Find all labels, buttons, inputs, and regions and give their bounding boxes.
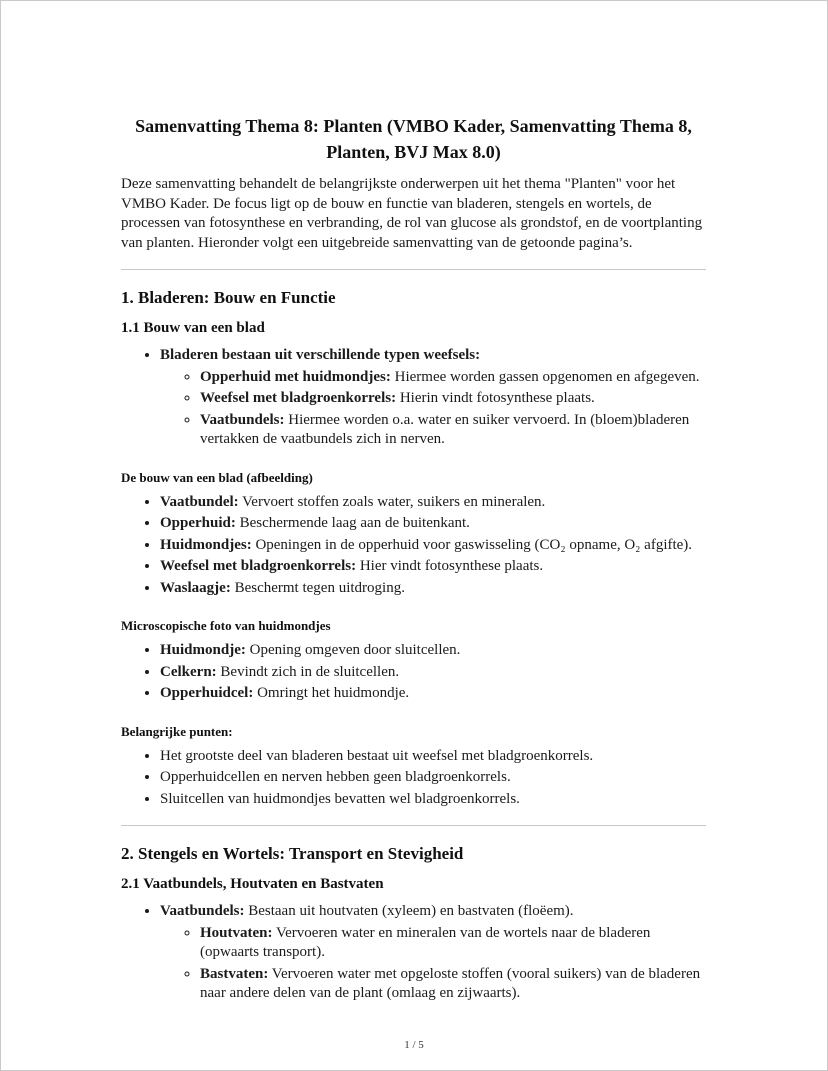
term: Celkern:: [160, 663, 217, 680]
definition: Beschermt tegen uitdroging.: [230, 579, 405, 596]
list-item: [160, 557, 706, 577]
afbeelding-list: [121, 493, 706, 599]
definition: Opening omgeven door sluitcellen.: [245, 642, 461, 659]
afbeelding-heading: De bouw van een blad (afbeelding): [121, 469, 313, 485]
list-item: [200, 368, 706, 388]
definition: Openingen in de opperhuid voor gaswisseling (CO₂ opname, O₂ afgifte).: [251, 536, 693, 553]
definition: Hiermee worden gassen opgenomen en afgegeven.: [390, 368, 700, 385]
page-number: 1 / 5: [404, 1039, 424, 1051]
section-divider: [121, 269, 706, 270]
list-item: [160, 346, 706, 450]
definition: Beschermende laag aan de buitenkant.: [235, 515, 470, 532]
term: Huidmondje:: [160, 642, 246, 659]
term: Opperhuid:: [160, 515, 236, 532]
definition: Hier vindt fotosynthese plaats.: [356, 558, 544, 575]
weefsels-list: [121, 346, 706, 450]
term: Vaatbundels:: [160, 903, 245, 920]
list-item: [160, 493, 706, 513]
list-item: [160, 663, 706, 683]
definition: Hiermee worden o.a. water en suiker vervoerd. In (bloem)bladeren vertakken de vaatbundels zich in nerven.: [200, 411, 690, 448]
term: Bastvaten:: [200, 965, 269, 982]
section-2-heading: 2. Stengels en Wortels: Transport en Stevigheid: [121, 844, 464, 864]
weefsels-sublist: [160, 368, 706, 450]
definition: Vervoert stoffen zoals water, suikers en mineralen.: [238, 493, 546, 510]
section-1-1-heading: 1.1 Bouw van een blad: [121, 320, 265, 337]
list-item: [160, 790, 706, 810]
document-title: Samenvatting Thema 8: Planten (VMBO Kader, Samenvatting Thema 8, Planten, BVJ Max 8.0): [135, 116, 692, 163]
term: Vaatbundels:: [200, 411, 285, 428]
vaatbundels-sublist: [160, 924, 706, 1004]
point-text: Opperhuidcellen en nerven hebben geen bladgroenkorrels.: [160, 769, 511, 786]
list-item: [200, 411, 706, 450]
section-2-1-heading: 2.1 Vaatbundels, Houtvaten en Bastvaten: [121, 876, 384, 893]
point-text: Het grootste deel van bladeren bestaat uit weefsel met bladgroenkorrels.: [160, 747, 594, 764]
term: Houtvaten:: [200, 924, 273, 941]
definition: Vervoeren water met opgeloste stoffen (vooral suikers) van de bladeren naar andere delen van de plant (omlaag en zijwaarts).: [200, 965, 701, 1002]
term: Opperhuidcel:: [160, 685, 254, 702]
punten-list: [121, 747, 706, 810]
definition: Vervoeren water en mineralen van de wortels naar de bladeren (opwaarts transport).: [200, 924, 651, 961]
definition: Hierin vindt fotosynthese plaats.: [396, 390, 595, 407]
list-item: [160, 579, 706, 599]
list-item-lead: Bladeren bestaan uit verschillende typen weefsels:: [160, 347, 481, 364]
micro-list: [121, 641, 706, 704]
definition: Bevindt zich in de sluitcellen.: [216, 663, 400, 680]
list-item: [200, 965, 706, 1004]
list-item: [160, 747, 706, 767]
list-item: [160, 902, 706, 1004]
list-item: [160, 641, 706, 661]
intro-paragraph: Deze samenvatting behandelt de belangrijkste onderwerpen uit het thema "Planten" voor het VMBO Kader. De focus ligt op de bouw en functie van bladeren, stengels en wortels, de processen van fotosynthese en verbranding, de rol van glucose als grondstof, en de voortplanting van planten. Hieronder volgt een uitgebreide samenvatting van de getoonde pagina’s.: [121, 176, 703, 251]
punten-heading: Belangrijke punten:: [121, 723, 233, 739]
list-item: [160, 768, 706, 788]
definition: Omringt het huidmondje.: [253, 685, 410, 702]
list-item: [160, 536, 706, 556]
list-item: [200, 389, 706, 409]
list-item: [200, 924, 706, 963]
vaatbundels-list: [121, 902, 706, 1004]
point-text: Sluitcellen van huidmondjes bevatten wel bladgroenkorrels.: [160, 790, 520, 807]
term: Weefsel met bladgroenkorrels:: [160, 558, 357, 575]
definition: Bestaan uit houtvaten (xyleem) en bastvaten (floëem).: [244, 903, 574, 920]
term: Opperhuid met huidmondjes:: [200, 368, 391, 385]
term: Huidmondjes:: [160, 536, 252, 553]
list-item: [160, 684, 706, 704]
term: Waslaagje:: [160, 579, 231, 596]
micro-heading: Microscopische foto van huidmondjes: [121, 618, 331, 634]
term: Vaatbundel:: [160, 493, 239, 510]
term: Weefsel met bladgroenkorrels:: [200, 390, 397, 407]
list-item: [160, 514, 706, 534]
section-1-heading: 1. Bladeren: Bouw en Functie: [121, 288, 336, 308]
section-divider: [121, 825, 706, 826]
